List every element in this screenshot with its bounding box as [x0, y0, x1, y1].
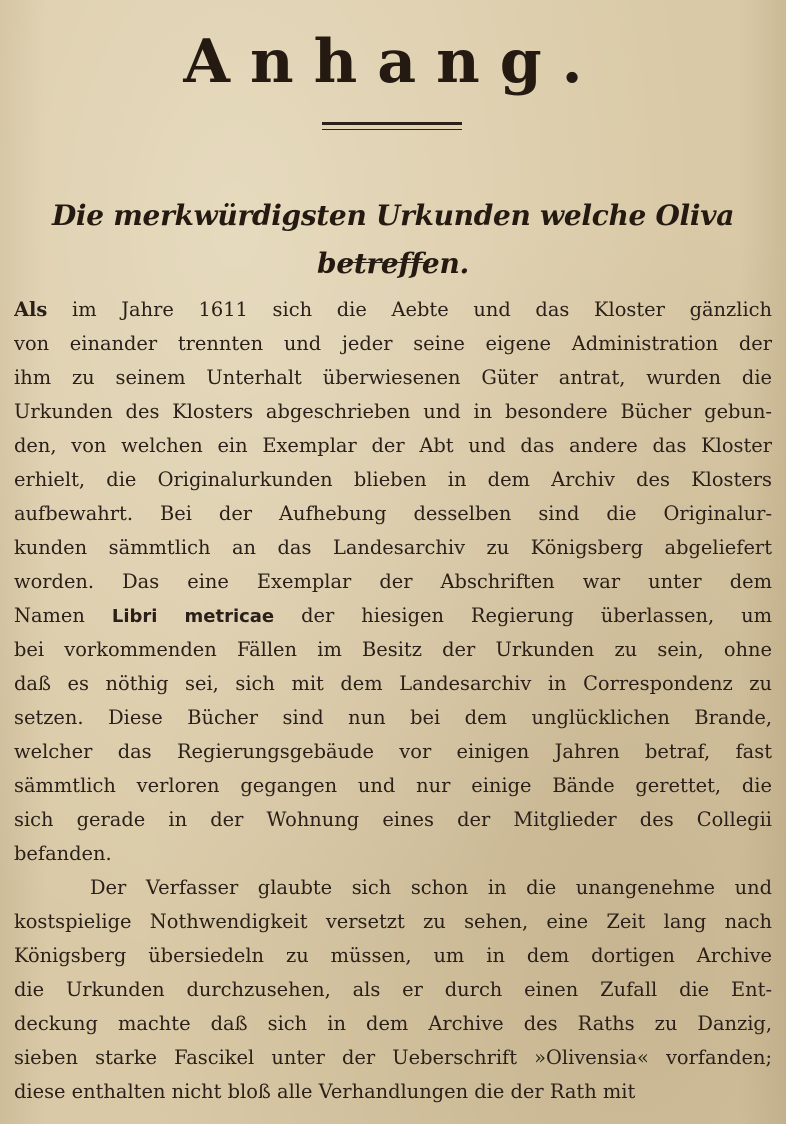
text-line: aufbewahrt. Bei der Aufhebung desselben sind die Originalur- — [14, 502, 772, 525]
text-line: Königsberg übersiedeln zu müssen, um in dem dortigen Archive — [14, 944, 772, 967]
appendix-heading: Anhang. — [183, 27, 603, 97]
text-line: Als im Jahre 1611 sich die Aebte und das Kloster gänzlich — [14, 298, 772, 321]
subheading-rule — [344, 262, 430, 263]
text-line: erhielt, die Originalurkunden blieben in dem Archiv des Klosters — [14, 468, 772, 491]
text-line: ihm zu seinem Unterhalt überwiesenen Güter antrat, wurden die — [14, 366, 772, 389]
text-line: von einander trennten und jeder seine eigene Administration der — [14, 332, 772, 355]
text-line: befanden. — [14, 842, 112, 865]
text-line: Urkunden des Klosters abgeschrieben und in besondere Bücher gebun- — [14, 400, 772, 423]
text-line: welcher das Regierungsgebäude vor einigen Jahren betraf, fast — [14, 740, 772, 763]
text-line: Namen Libri metricae der hiesigen Regierung überlassen, um — [14, 604, 772, 627]
body-text — [14, 293, 772, 1109]
text-line: diese enthalten nicht bloß alle Verhandlungen die der Rath mit — [14, 1080, 636, 1103]
text-line: den, von welchen ein Exemplar der Abt und das andere das Kloster — [14, 434, 772, 457]
text-line: daß es nöthig sei, sich mit dem Landesarchiv in Correspondenz zu — [14, 672, 772, 695]
heading-double-rule — [322, 122, 462, 130]
paragraph — [14, 871, 772, 1109]
section-subheading: Die merkwürdigsten Urkunden welche Oliva betreffen. — [51, 199, 735, 280]
text-line: worden. Das eine Exemplar der Abschriften war unter dem — [14, 570, 772, 593]
text-line: Der Verfasser glaubte sich schon in die unangenehme und — [90, 876, 772, 899]
text-line: setzen. Diese Bücher sind nun bei dem unglücklichen Brande, — [14, 706, 772, 729]
text-line: bei vorkommenden Fällen im Besitz der Urkunden zu sein, ohne — [14, 638, 772, 661]
text-line: deckung machte daß sich in dem Archive des Raths zu Danzig, — [14, 1012, 772, 1035]
text-line: sieben starke Fascikel unter der Ueberschrift »Olivensia« vorfanden; — [14, 1046, 772, 1069]
paragraph — [14, 293, 772, 871]
text-line: sich gerade in der Wohnung eines der Mitglieder des Collegii — [14, 808, 772, 831]
text-line: sämmtlich verloren gegangen und nur einige Bände gerettet, die — [14, 774, 772, 797]
text-line: kunden sämmtlich an das Landesarchiv zu Königsberg abgeliefert — [14, 536, 772, 559]
text-line: die Urkunden durchzusehen, als er durch einen Zufall die Ent- — [14, 978, 772, 1001]
text-line: kostspielige Nothwendigkeit versetzt zu sehen, eine Zeit lang nach — [14, 910, 772, 933]
